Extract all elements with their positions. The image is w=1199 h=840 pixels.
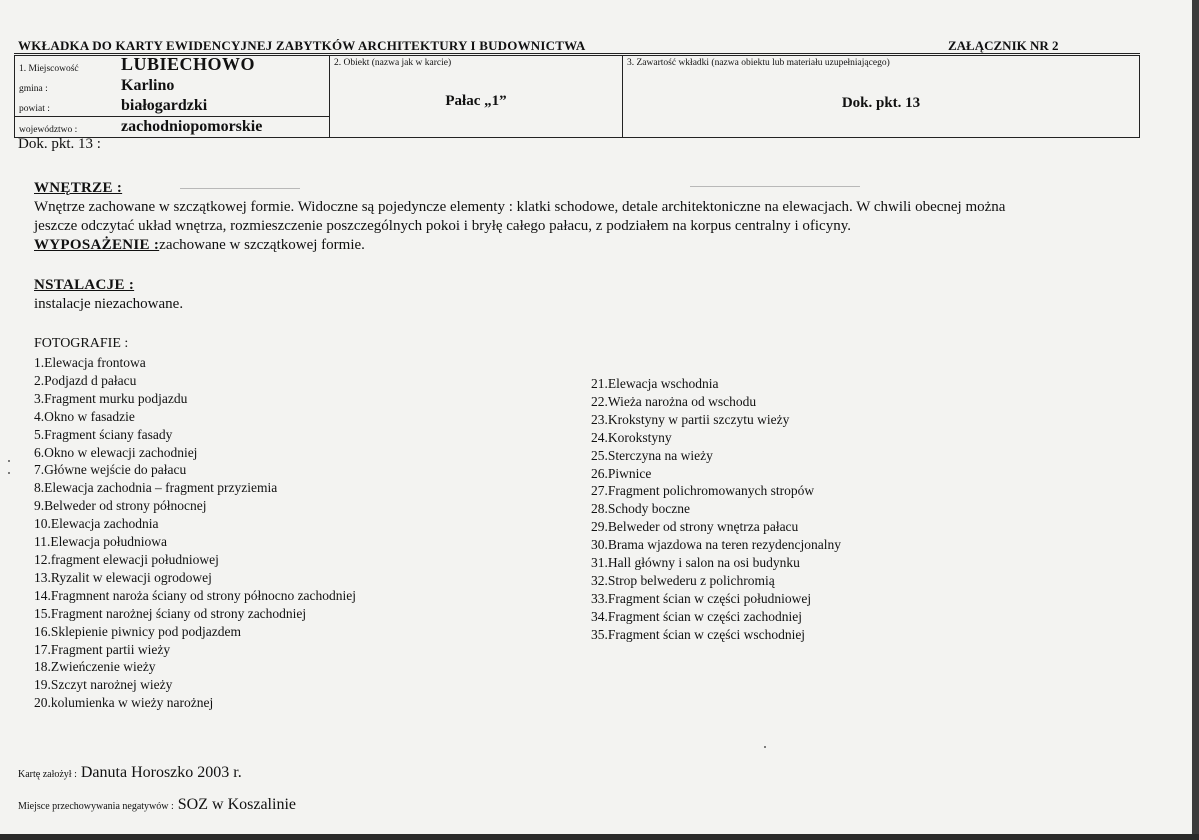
contents-cell bbox=[623, 56, 1140, 138]
photos-heading: FOTOGRAFIE : bbox=[34, 336, 129, 351]
location-row-wojewodztwo bbox=[15, 116, 329, 137]
photo-list-item: 22.Wieża narożna od wschodu bbox=[591, 393, 757, 409]
photo-list-item: 32.Strop belwederu z polichromią bbox=[591, 572, 775, 588]
document-title: WKŁADKA DO KARTY EWIDENCYJNEJ ZABYTKÓW ARCHITEKTURY I BUDOWNICTWA bbox=[18, 38, 586, 53]
equipment-line bbox=[34, 236, 1005, 255]
storage-line bbox=[18, 796, 296, 814]
photo-list-item: 23.Krokstyny w partii szczytu wieży bbox=[591, 411, 790, 427]
photo-list-item: 4.Okno w fasadzie bbox=[34, 408, 135, 424]
interior-text-line-1: Wnętrze zachowane w szczątkowej formie. Widoczne są pojedyncze elementy : klatki schodowe, detale architektoniczne na elewacjach. W chwili obecnej można bbox=[34, 199, 1006, 215]
document-reference: Dok. pkt. 13 : bbox=[18, 136, 101, 152]
photo-list-item: 8.Elewacja zachodnia – fragment przyziemia bbox=[34, 480, 278, 496]
photo-list-item: 13.Ryzalit w elewacji ogrodowej bbox=[34, 569, 212, 585]
photo-list-left bbox=[34, 354, 356, 712]
location-cell bbox=[15, 56, 330, 138]
photo-list-item: 5.Fragment ściany fasady bbox=[34, 426, 173, 442]
photo-list-item: 35.Fragment ścian w części wschodniej bbox=[591, 626, 806, 642]
photo-list-item: 11.Elewacja południowa bbox=[34, 534, 167, 550]
gmina-value: Karlino bbox=[121, 77, 175, 94]
photo-list-item: 16.Sklepienie piwnicy pod podjazdem bbox=[34, 623, 241, 639]
photo-list-item: 20.kolumienka w wieży narożnej bbox=[34, 695, 214, 711]
photo-list-item: 18.Zwieńczenie wieży bbox=[34, 659, 156, 675]
photo-list-item: 1.Elewacja frontowa bbox=[34, 355, 146, 370]
author-line bbox=[18, 764, 242, 782]
equipment-text: zachowane w szczątkowej formie. bbox=[159, 237, 365, 253]
object-cell bbox=[330, 56, 623, 138]
interior-heading: WNĘTRZE : bbox=[34, 180, 123, 196]
photo-list-item: 24.Korokstyny bbox=[591, 429, 672, 445]
photo-list-item: 29.Belweder od strony wnętrza pałacu bbox=[591, 519, 799, 535]
object-value: Pałac „1” bbox=[445, 93, 507, 109]
photo-list-item: 9.Belweder od strony północnej bbox=[34, 498, 207, 514]
photo-list-item: 27.Fragment polichromowanych stropów bbox=[591, 483, 815, 499]
miejscowosc-value: LUBIECHOWO bbox=[121, 54, 256, 74]
installations-section bbox=[34, 276, 183, 314]
scan-edge-bottom bbox=[0, 834, 1199, 840]
gmina-label: gmina : bbox=[19, 84, 48, 94]
photo-list-item: 28.Schody boczne bbox=[591, 501, 690, 517]
storage-value: SOZ w Koszalinie bbox=[177, 796, 296, 813]
photo-list-item: 17.Fragment partii wieży bbox=[34, 641, 171, 657]
installations-text: instalacje niezachowane. bbox=[34, 296, 184, 312]
author-value: Danuta Horoszko 2003 r. bbox=[80, 764, 242, 781]
interior-text-line-2: jeszcze odczytać układ wnętrza, rozmieszczenie poszczególnych pokoi i bryłę całego pałacu, z podziałem na korpus centralny i oficyny. bbox=[34, 218, 851, 234]
photo-list-item: 21.Elewacja wschodnia bbox=[591, 376, 719, 391]
equipment-heading: WYPOSAŻENIE : bbox=[34, 237, 160, 253]
photo-list-item: 33.Fragment ścian w części południowej bbox=[591, 590, 812, 606]
powiat-value: białogardzki bbox=[121, 97, 208, 114]
wojewodztwo-value: zachodniopomorskie bbox=[121, 118, 263, 135]
interior-section bbox=[34, 179, 1005, 255]
photo-list-item: 2.Podjazd d pałacu bbox=[34, 372, 137, 388]
installations-heading: NSTALACJE : bbox=[34, 277, 135, 293]
location-row-gmina bbox=[15, 76, 329, 96]
photo-list-item: 7.Główne wejście do pałacu bbox=[34, 462, 187, 478]
photo-list-item: 26.Piwnice bbox=[591, 465, 652, 481]
scan-speck bbox=[764, 746, 766, 748]
object-label: 2. Obiekt (nazwa jak w karcie) bbox=[334, 58, 452, 68]
photo-list-item: 6.Okno w elewacji zachodniej bbox=[34, 444, 198, 460]
photo-list-item: 31.Hall główny i salon na osi budynku bbox=[591, 555, 800, 571]
storage-label: Miejsce przechowywania negatywów : bbox=[18, 801, 174, 812]
photo-list-item: 34.Fragment ścian w części zachodniej bbox=[591, 608, 803, 624]
contents-label: 3. Zawartość wkładki (nazwa obiektu lub materiału uzupełniającego) bbox=[627, 58, 890, 68]
photo-list-item: 12.fragment elewacji południowej bbox=[34, 551, 219, 567]
photo-list-item: 15.Fragment narożnej ściany od strony zachodniej bbox=[34, 605, 307, 621]
photo-list-item: 19.Szczyt narożnej wieży bbox=[34, 677, 173, 693]
photo-list-item: 30.Brama wjazdowa na teren rezydencjonalny bbox=[591, 537, 842, 553]
photo-list-item: 14.Fragmnent naroża ściany od strony północno zachodniej bbox=[34, 587, 357, 603]
photo-list-item: 25.Sterczyna na wieży bbox=[591, 447, 713, 463]
contents-value: Dok. pkt. 13 bbox=[841, 95, 921, 111]
powiat-label: powiat : bbox=[19, 104, 50, 114]
scan-speck bbox=[8, 460, 10, 462]
scan-speck bbox=[8, 472, 10, 474]
wojewodztwo-label: województwo : bbox=[19, 125, 78, 135]
photo-list-item: 3.Fragment murku podjazdu bbox=[34, 390, 188, 406]
metadata-table bbox=[14, 55, 1140, 138]
photo-list-item: 10.Elewacja zachodnia bbox=[34, 516, 159, 532]
photo-list-right bbox=[591, 375, 841, 644]
annex-label: ZAŁĄCZNIK NR 2 bbox=[948, 38, 1059, 53]
miejscowosc-label: 1. Miejscowość bbox=[19, 64, 79, 74]
author-label: Kartę założył : bbox=[18, 769, 77, 780]
location-row-miejscowosc bbox=[15, 56, 329, 76]
location-row-powiat bbox=[15, 96, 329, 116]
scan-edge-right bbox=[1192, 0, 1199, 840]
